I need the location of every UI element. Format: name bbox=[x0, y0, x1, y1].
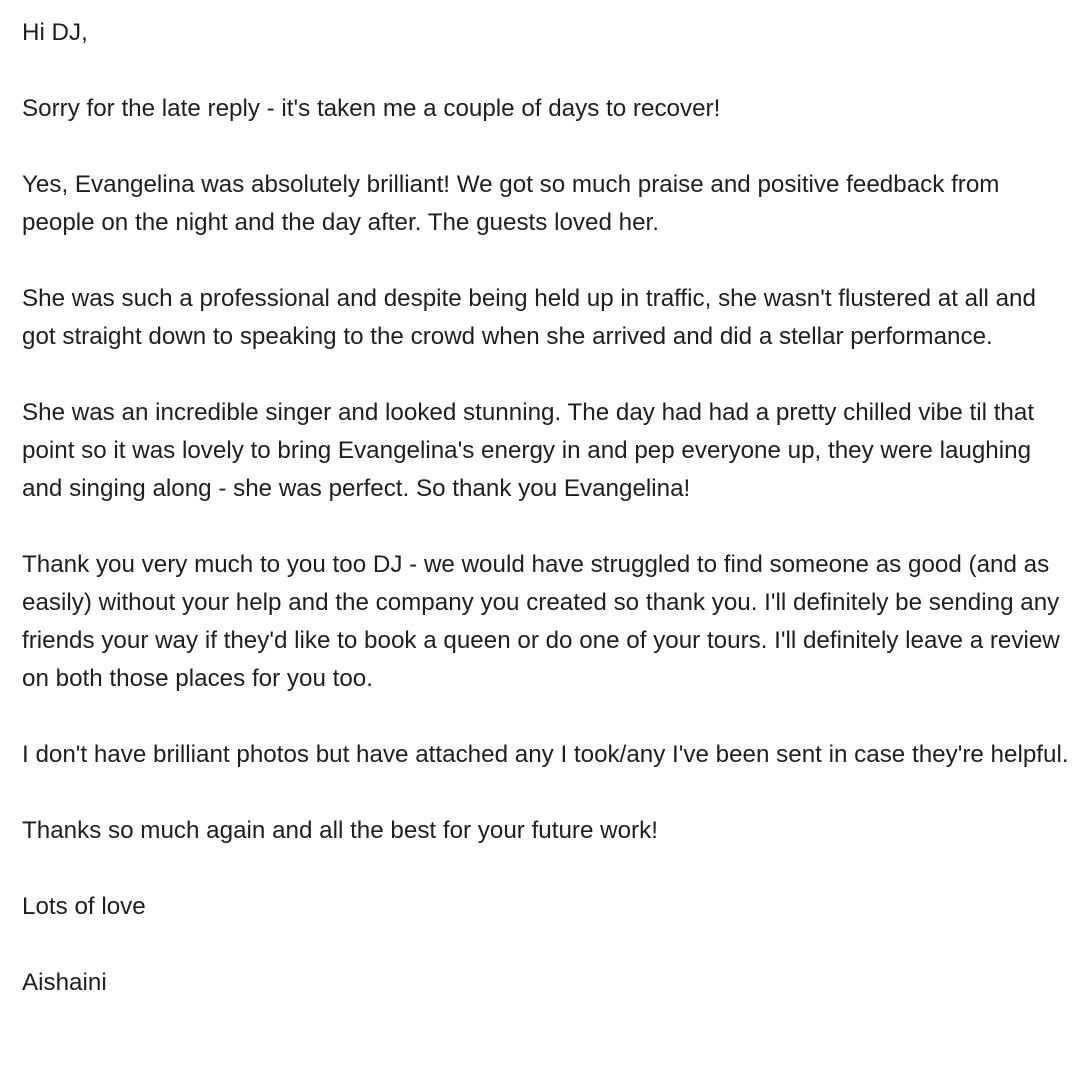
email-greeting: Hi DJ, bbox=[22, 19, 88, 46]
email-paragraph: She was an incredible singer and looked stunning. The day had had a pretty chilled vibe til that point so it was lovely to bring Evangelina's energy in and pep everyone up, they were laughing and singing along - she was perfect. So thank you Evangelina! bbox=[22, 399, 1035, 502]
email-paragraph: I don't have brilliant photos but have attached any I took/any I've been sent in case they're helpful. bbox=[22, 741, 1069, 768]
email-paragraph: Thank you very much to you too DJ - we would have struggled to find someone as good (and as easily) without your help and the company you created so thank you. I'll definitely be sending any friends your way if they'd like to book a queen or do one of your tours. I'll definitely leave a review on both those places for you too. bbox=[22, 551, 1060, 692]
email-paragraph: Thanks so much again and all the best for your future work! bbox=[22, 817, 658, 844]
email-paragraph: Sorry for the late reply - it's taken me a couple of days to recover! bbox=[22, 95, 721, 122]
email-body bbox=[22, 14, 1074, 1002]
email-signature: Aishaini bbox=[22, 969, 107, 996]
email-sign-off: Lots of love bbox=[22, 893, 146, 920]
email-paragraph: She was such a professional and despite being held up in traffic, she wasn't flustered at all and got straight down to speaking to the crowd when she arrived and did a stellar performance. bbox=[22, 285, 1036, 350]
email-paragraph: Yes, Evangelina was absolutely brilliant! We got so much praise and positive feedback from people on the night and the day after. The guests loved her. bbox=[22, 171, 1000, 236]
